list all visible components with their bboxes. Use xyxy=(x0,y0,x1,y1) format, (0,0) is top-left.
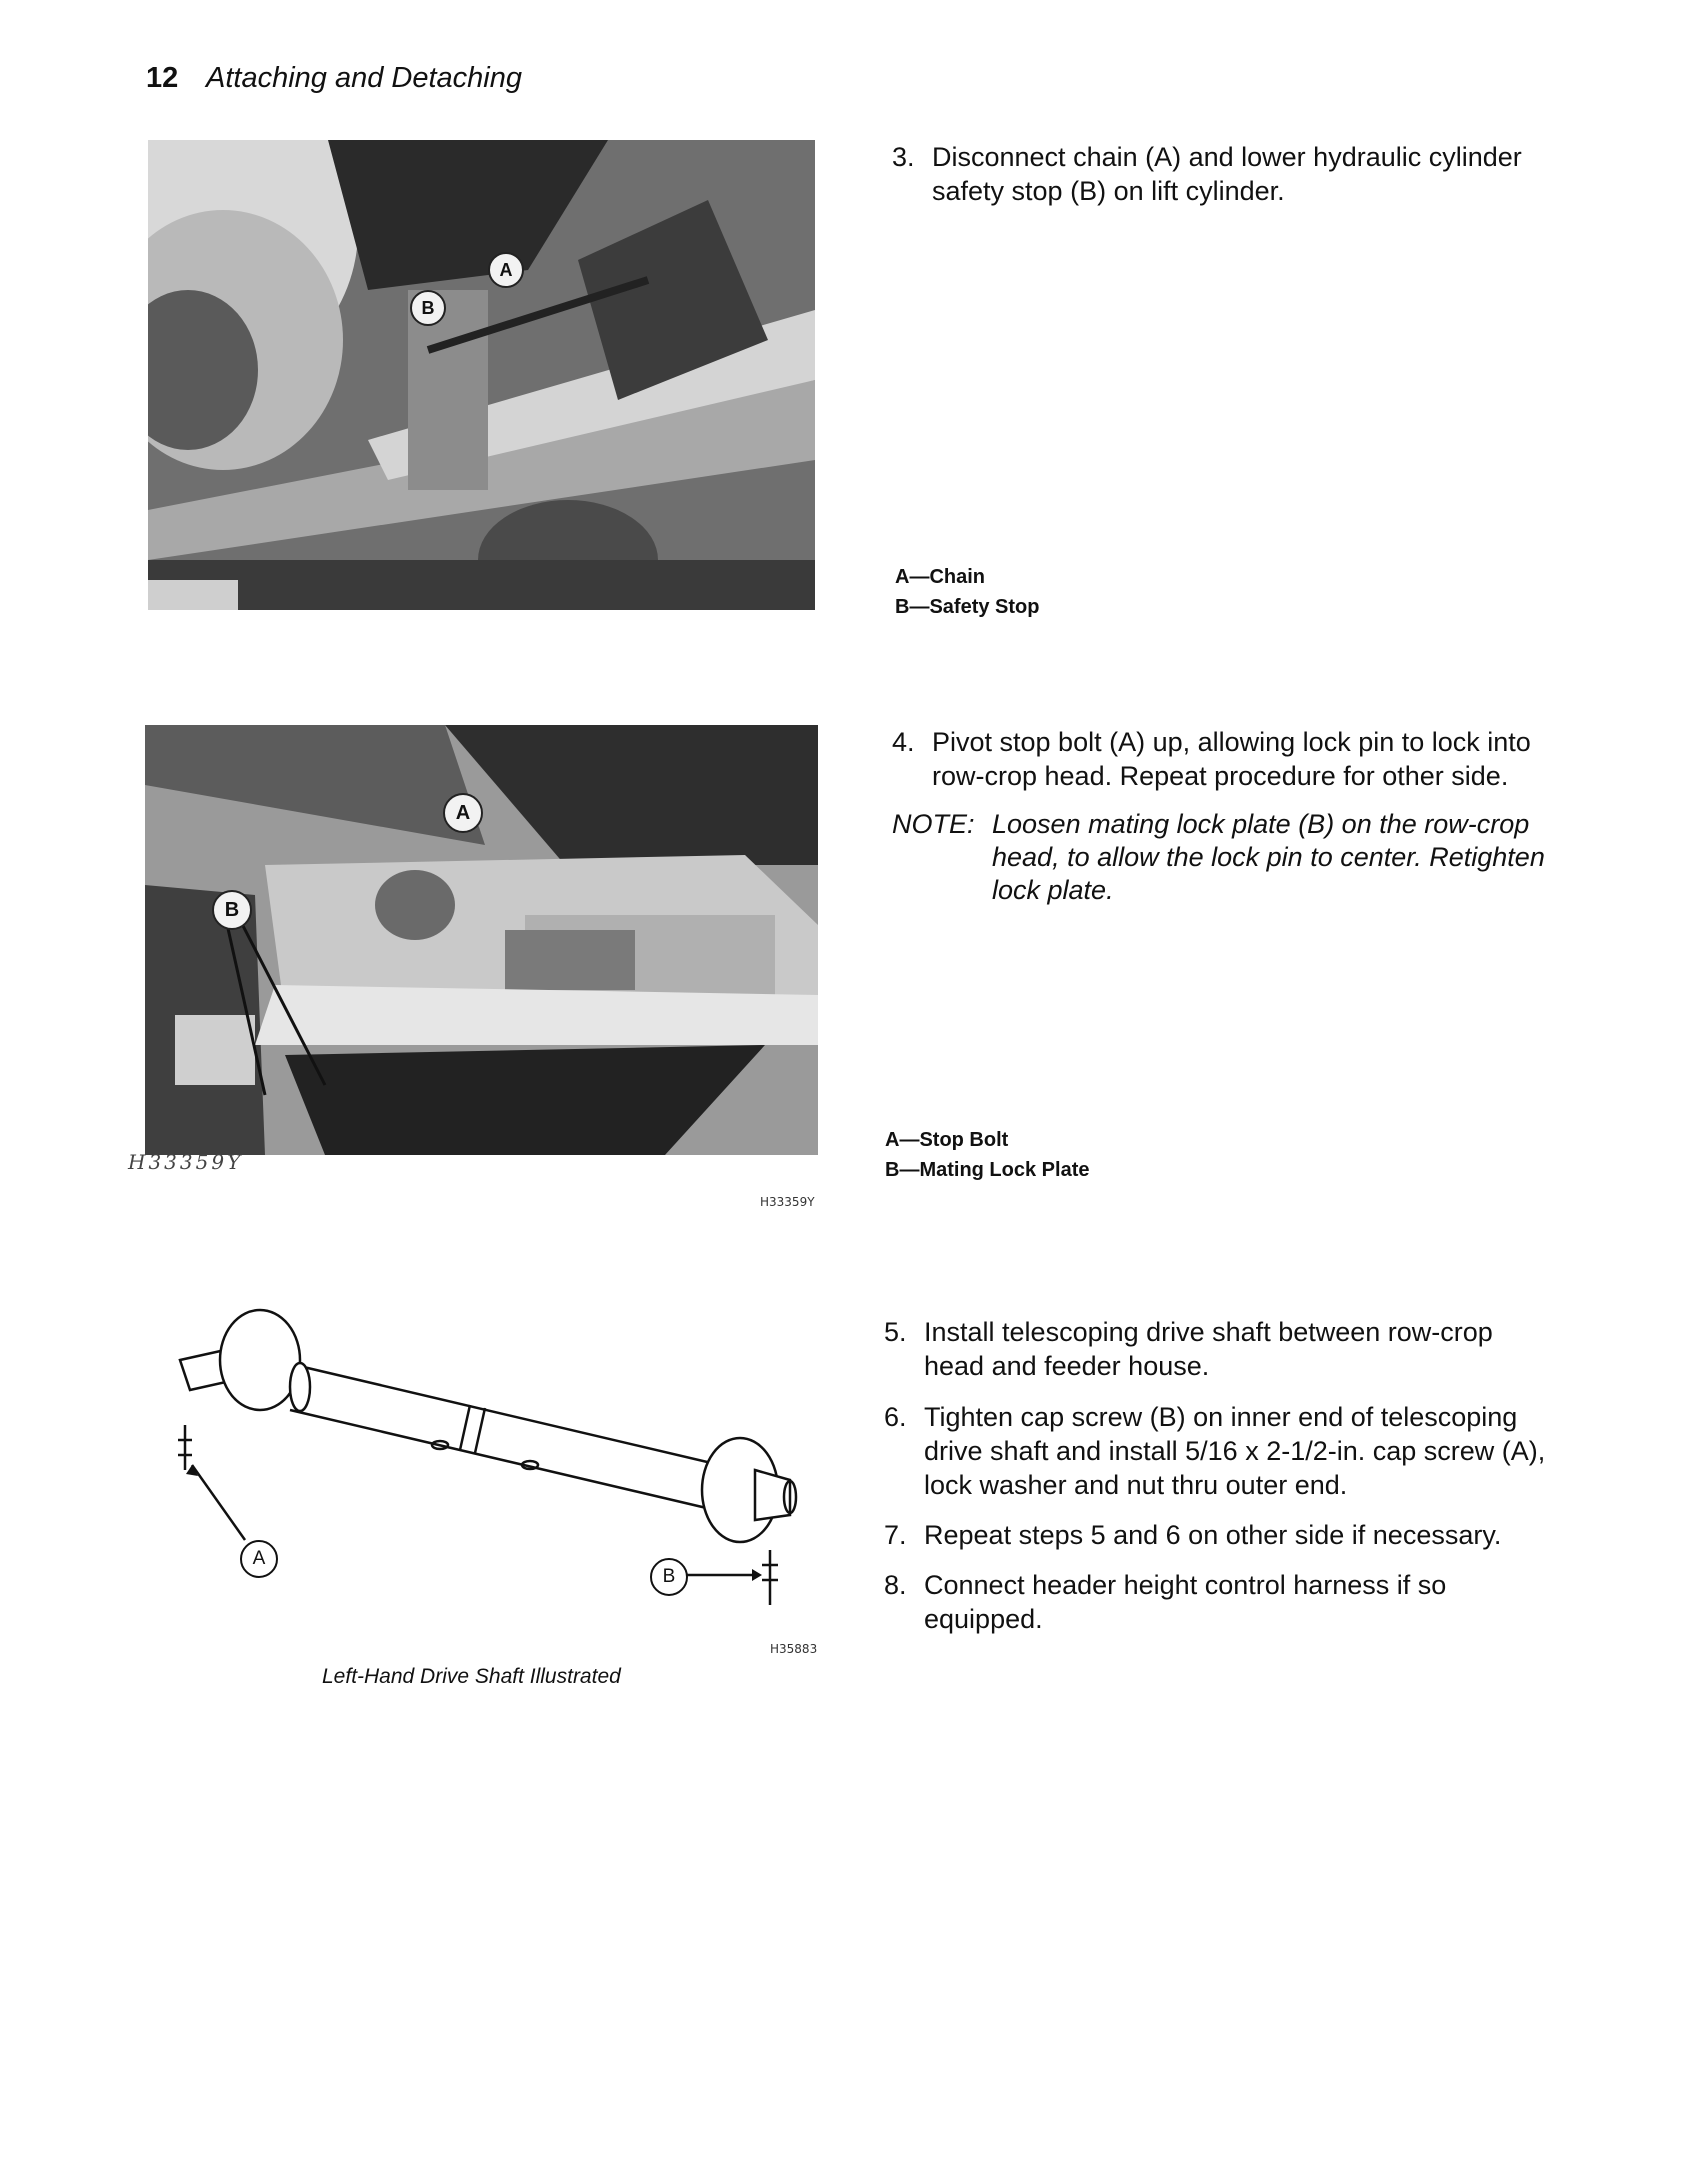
step-number: 5. xyxy=(884,1317,907,1347)
note-block xyxy=(892,808,1574,918)
note-text: Loosen mating lock plate (B) on the row-crop head, to allow the lock pin to center. Retighten lock plate. xyxy=(992,809,1545,905)
callout-a-marker xyxy=(488,252,524,288)
callout-b-marker xyxy=(650,1558,688,1596)
step-4 xyxy=(892,725,1574,805)
step-5 xyxy=(884,1315,1554,1385)
photo-chain-safety-stop xyxy=(148,140,815,610)
callout-b-label: B xyxy=(662,1566,676,1587)
callout-a-label: A xyxy=(455,802,471,824)
step-text: Tighten cap screw (B) on inner end of telescoping drive shaft and install 5/16 x 2-1/2-in. cap screw (A), lock washer and nut thru outer end. xyxy=(924,1402,1546,1500)
legend-section-1 xyxy=(895,562,1039,622)
legend-item-a: A—Chain xyxy=(895,566,985,588)
step-number: 7. xyxy=(884,1520,907,1550)
legend-item-a: A—Stop Bolt xyxy=(885,1129,1009,1151)
callout-a-label: A xyxy=(499,260,513,280)
step-text: Disconnect chain (A) and lower hydraulic cylinder safety stop (B) on lift cylinder. xyxy=(932,142,1522,206)
step-8 xyxy=(884,1568,1554,1638)
step-number: 6. xyxy=(884,1402,907,1432)
step-number: 8. xyxy=(884,1570,907,1600)
photo-stop-bolt-lock-plate xyxy=(145,725,818,1155)
callout-b-label: B xyxy=(421,298,435,318)
step-text: Connect header height control harness if so equipped. xyxy=(924,1570,1447,1634)
photo-stop-bolt-image xyxy=(145,725,818,1155)
photo-chain-safety-stop-image xyxy=(148,140,815,610)
callout-b-marker xyxy=(410,290,446,326)
step-3 xyxy=(892,140,1574,220)
callout-a-label: A xyxy=(252,1548,266,1569)
drive-shaft-drawing xyxy=(140,1290,820,1620)
callout-a-marker xyxy=(443,793,483,833)
drive-shaft-illustration xyxy=(140,1290,820,1620)
figure-id: H33359Y xyxy=(760,1195,815,1209)
legend-section-2 xyxy=(885,1125,1089,1185)
figure-id: H35883 xyxy=(770,1642,818,1656)
callout-a-marker xyxy=(240,1540,278,1578)
scan-code: H33359Y xyxy=(128,1150,244,1174)
callout-b-marker xyxy=(212,890,252,930)
note-label: NOTE: xyxy=(892,809,975,839)
legend-item-b: B—Mating Lock Plate xyxy=(885,1159,1090,1181)
legend-item-b: B—Safety Stop xyxy=(895,596,1040,618)
step-number: 3. xyxy=(892,142,915,172)
step-6 xyxy=(884,1400,1554,1505)
step-text: Pivot stop bolt (A) up, allowing lock pin to lock into row-crop head. Repeat procedure for other side. xyxy=(932,727,1531,791)
page-title: Attaching and Detaching xyxy=(206,62,522,94)
step-7 xyxy=(884,1518,1554,1554)
figure-caption: Left-Hand Drive Shaft Illustrated xyxy=(322,1665,621,1688)
callout-b-label: B xyxy=(224,899,240,921)
step-text: Repeat steps 5 and 6 on other side if necessary. xyxy=(924,1520,1502,1550)
page-number: 12 xyxy=(146,62,179,94)
step-number: 4. xyxy=(892,727,915,757)
step-text: Install telescoping drive shaft between row-crop head and feeder house. xyxy=(924,1317,1493,1381)
